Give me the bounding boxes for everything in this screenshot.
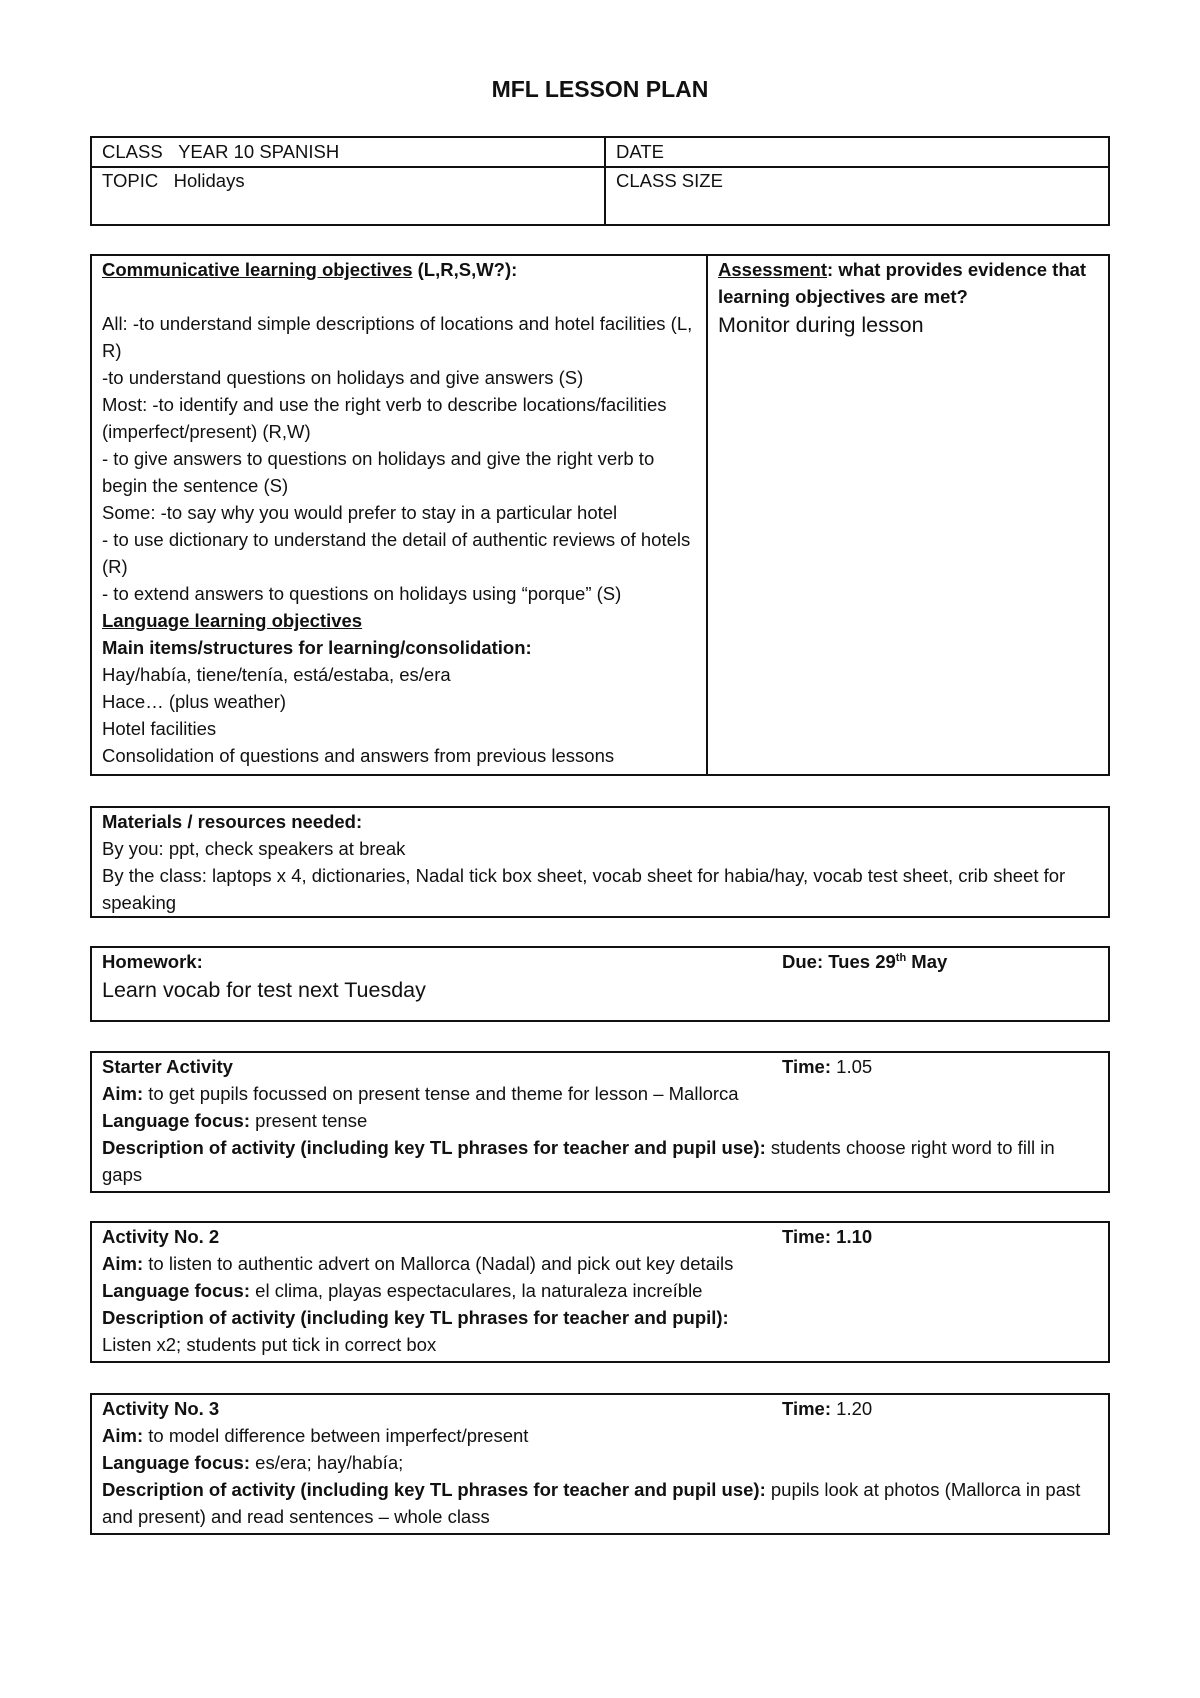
activity-box-3: Activity No. 3 Time: 1.20 Aim: to model difference between imperfect/present Language focus: es/era; hay/había; Description of activity (including key TL phrases for teacher and pupil use): pupils look at photos (Mallorca in past and present) and read sentences – whole class — [90, 1393, 1110, 1535]
homework-due: Due: Tues 29th May — [782, 951, 948, 972]
activity-time: Time: 1.05 — [782, 1056, 873, 1077]
assessment-answer: Monitor during lesson — [718, 313, 924, 337]
activity-name: Activity No. 2 — [102, 1226, 220, 1247]
item-line: Hotel facilities — [102, 718, 217, 739]
topic-value: Holidays — [173, 170, 245, 191]
class-cell — [102, 138, 339, 165]
activity-description: students choose right word to fill in gaps — [102, 1137, 1055, 1185]
assessment-cell — [718, 256, 1098, 340]
materials-by-class: By the class: laptops x 4, dictionaries, Nadal tick box sheet, vocab sheet for habia/hay, vocab test sheet, crib sheet for speaking — [102, 865, 1066, 913]
activity-aim: to listen to authentic advert on Mallorca (Nadal) and pick out key details — [143, 1253, 734, 1274]
topic-label: TOPIC — [102, 170, 159, 191]
item-line: Consolidation of questions and answers from previous lessons — [102, 745, 615, 766]
item-line: Hay/había, tiene/tenía, está/estaba, es/era — [102, 664, 451, 685]
activity-name: Activity No. 3 — [102, 1398, 220, 1419]
objective-line: - to give answers to questions on holidays and give the right verb to begin the sentence (S) — [102, 448, 655, 496]
class-label: CLASS — [102, 141, 163, 162]
activity-focus: el clima, playas espectaculares, la naturaleza increíble — [250, 1280, 703, 1301]
objective-line: Most: -to identify and use the right verb to describe locations/facilities (imperfect/present) (R,W) — [102, 394, 667, 442]
activity-aim: to model difference between imperfect/present — [143, 1425, 529, 1446]
objectives-heading-suffix: (L,R,S,W?): — [412, 259, 518, 280]
assessment-question: : what provides evidence that learning objectives are met? — [718, 259, 1087, 307]
materials-box — [90, 806, 1110, 918]
class-value: YEAR 10 SPANISH — [178, 141, 340, 162]
class-info-table — [90, 136, 1110, 226]
objectives-heading: Communicative learning objectives — [102, 259, 413, 280]
date-label: DATE — [616, 141, 664, 162]
activity-box-starter: Starter Activity Time: 1.05 Aim: to get pupils focussed on present tense and theme for lesson – Mallorca Language focus: present tense Description of activity (including key TL phrases for teacher and pupil use): students choose right word to fill in gaps — [90, 1051, 1110, 1193]
objective-line: - to extend answers to questions on holidays using “porque” (S) — [102, 583, 622, 604]
objective-line: All: -to understand simple descriptions of locations and hotel facilities (L, R) — [102, 313, 693, 361]
homework-label: Homework: — [102, 951, 203, 972]
objective-line: - to use dictionary to understand the detail of authentic reviews of hotels (R) — [102, 529, 691, 577]
objective-line: Some: -to say why you would prefer to stay in a particular hotel — [102, 502, 618, 523]
activity-box-2: Activity No. 2 Time: 1.10 Aim: to listen to authentic advert on Mallorca (Nadal) and pick out key details Language focus: el clima, playas espectaculares, la naturaleza increíble Description of activity (including key TL phrases for teacher and pupil): Listen x2; students put tick in correct box — [90, 1221, 1110, 1363]
language-objectives-heading: Language learning objectives — [102, 610, 363, 631]
activity-aim: to get pupils focussed on present tense and theme for lesson – Mallorca — [143, 1083, 739, 1104]
main-items-heading: Main items/structures for learning/consolidation: — [102, 637, 532, 658]
activity-focus: es/era; hay/había; — [250, 1452, 404, 1473]
assessment-label: Assessment — [718, 259, 828, 280]
activity-name: Starter Activity — [102, 1056, 233, 1077]
objectives-cell — [102, 256, 694, 769]
activity-description: pupils look at photos (Mallorca in past and present) and read sentences – whole class — [102, 1479, 1081, 1527]
activity-time: Time: 1.20 — [782, 1398, 873, 1419]
item-line: Hace… (plus weather) — [102, 691, 287, 712]
activity-description: Listen x2; students put tick in correct box — [102, 1334, 437, 1355]
topic-cell — [102, 167, 245, 194]
activity-time: Time: 1.10 — [782, 1226, 873, 1247]
class-size-label: CLASS SIZE — [616, 170, 723, 191]
homework-box — [90, 946, 1110, 1022]
activity-focus: present tense — [250, 1110, 368, 1131]
materials-by-you: By you: ppt, check speakers at break — [102, 838, 406, 859]
objectives-table — [90, 254, 1110, 776]
objective-line: -to understand questions on holidays and give answers (S) — [102, 367, 584, 388]
page-title: MFL LESSON PLAN — [491, 76, 709, 102]
materials-heading: Materials / resources needed: — [102, 811, 363, 832]
homework-text: Learn vocab for test next Tuesday — [102, 978, 426, 1002]
